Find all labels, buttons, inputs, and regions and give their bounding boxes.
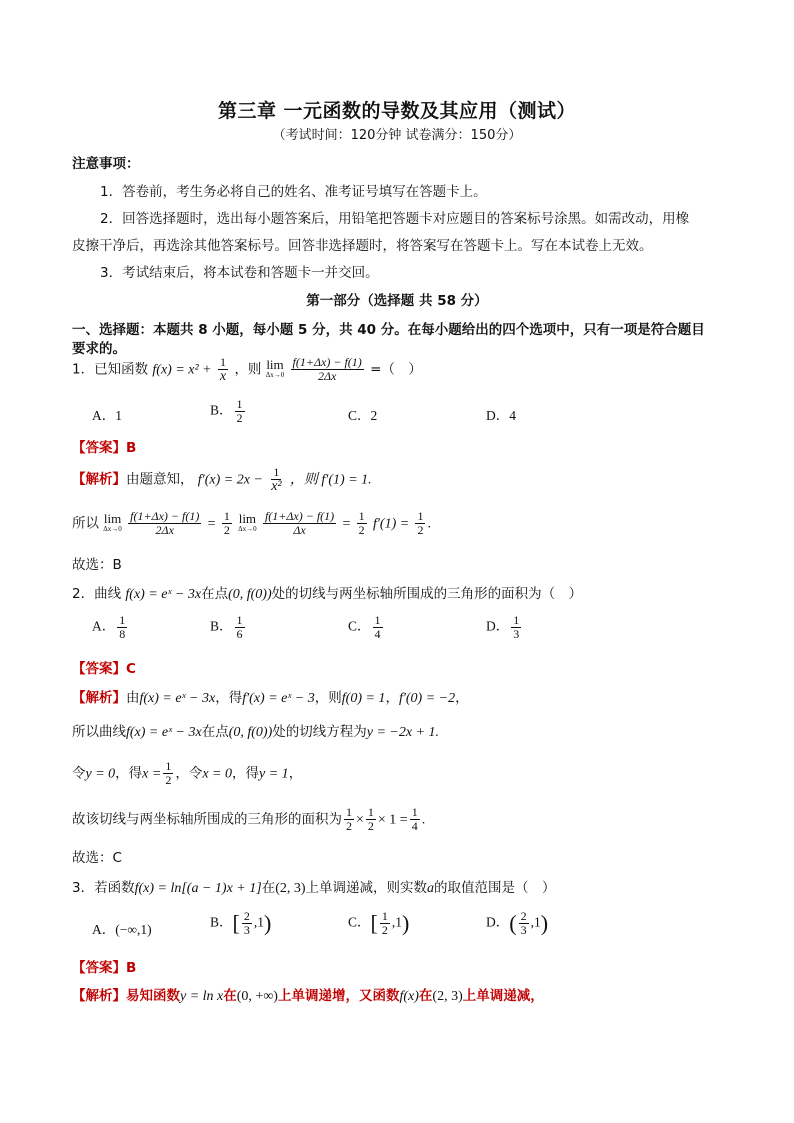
q1-analysis-1c: ，则 f′(1) = 1.	[289, 472, 372, 488]
q1-mid: ，则	[234, 361, 262, 378]
q2-a1-text3: ，则	[314, 690, 342, 706]
q3-suffix1: 上单调递减，则实数	[305, 880, 428, 896]
q1-lim: lim Δx→0	[265, 356, 285, 379]
q1-option-b	[210, 398, 247, 425]
q1-analysis-half-1: $\frac{1}{2}$	[223, 509, 230, 537]
q2-a3-frac: $\frac{1}{2}$	[165, 759, 172, 787]
q1-analysis-lim-2: lim Δx→0	[238, 510, 257, 533]
q3-option-c-tail: ,1	[391, 914, 402, 930]
q2-option-c-frac	[373, 614, 383, 641]
notice-heading: 注意事项：	[72, 156, 140, 172]
q1-option-b-label: B．	[210, 402, 233, 418]
q3-a1-m2: (0, +∞)	[236, 989, 278, 1004]
q3-a1-text5: 上单调递减，	[462, 988, 544, 1004]
q2-option-a-frac	[117, 614, 127, 641]
q1-analysis-lim-1: lim Δx→0	[103, 510, 122, 533]
notice-3: 3．考试结束后，将本试卷和答题卡一并交回。	[100, 265, 379, 281]
q1-analysis-eq-1: =	[207, 516, 216, 532]
q2-a2-func: f(x) = eˣ − 3x	[126, 725, 202, 740]
q1-analysis-lim-2-sub: Δx→0	[238, 524, 257, 533]
q3-option-b-num: 2	[243, 909, 250, 923]
q3-option-a: A．(−∞,1)	[92, 922, 152, 937]
notice-2b: 皮擦干净后，再选涂其他答案标号。回答非选择题时，将答案写在答题卡上。写在本试卷上无效。	[72, 238, 653, 254]
section1-line-a: 一、选择题：本题共 8 小题，每小题 5 分，共 40 分。在每小题给出的四个选项中，只有一项是符合题目	[72, 322, 705, 338]
q3-func: f(x) = ln[(a − 1)x + 1]	[134, 881, 262, 896]
q2-a1-m3: f(0) = 1	[341, 691, 386, 706]
q1-analysis-lim-den-1: 2Δx	[155, 523, 174, 537]
q2-option-d-num: 1	[513, 613, 520, 627]
q3-option-d-den: 3	[520, 923, 527, 937]
q1-analysis-half-3: $\frac{1}{2}$	[417, 509, 424, 537]
q2-analysis-1	[72, 686, 469, 707]
q2-a1-text2: ，得	[215, 690, 243, 706]
q3-a1-text1: 易知函数	[126, 988, 180, 1004]
q1-analysis-1a: 由题意知，	[126, 471, 194, 488]
q3-option-c-den: 2	[381, 923, 388, 937]
q1-frac	[218, 356, 228, 383]
q3-analysis-label: 【解析】	[72, 988, 126, 1004]
q1-analysis-lim-num-1: f(1+Δx) − f(1)	[130, 509, 200, 523]
q1-answer	[72, 436, 136, 456]
q2-option-a-den: 8	[119, 627, 126, 641]
q2-option-b-den: 6	[236, 627, 243, 641]
q3-a1-m4: (2, 3)	[432, 989, 463, 1004]
q1-analysis-2b: f′(1) =	[372, 516, 410, 532]
q2-choose-label: 故选：	[72, 850, 113, 866]
q2-choose	[72, 846, 122, 866]
q2-answer-label: 【答案】	[72, 661, 126, 677]
q2-option-c-den: 4	[374, 627, 381, 641]
q2-answer-value: C	[126, 661, 136, 677]
q1-option-a: A．1	[92, 408, 122, 423]
q1-analysis-half-2: $\frac{1}{2}$	[358, 509, 365, 537]
q1-analysis-1	[72, 466, 372, 493]
q1-analysis-lim-frac-1	[128, 510, 201, 537]
page-subtitle: （考试时间：120分钟 试卷满分：150分）	[272, 128, 522, 143]
q1-option-b-den: 2	[236, 411, 243, 425]
q1-lim-frac	[291, 356, 364, 383]
page-title: 第三章 一元函数的导数及其应用（测试）	[217, 100, 577, 122]
q3-option-d-num: 2	[520, 909, 527, 923]
q3-interval: (2, 3)	[275, 881, 306, 896]
q2-option-d: D． $\frac{1}{3}$	[486, 613, 520, 641]
q2-analysis-3	[72, 760, 302, 787]
q2-a2-text2: 在点	[201, 724, 229, 740]
q1-option-b-frac	[235, 398, 245, 425]
q2-option-d-den: 3	[513, 627, 520, 641]
q3-text: 在	[261, 880, 276, 896]
q2-a1-m4: f′(0) = −2	[398, 691, 456, 706]
q2-a2-m3: y = −2x + 1.	[366, 725, 440, 740]
q2-point: (0, f(0))	[228, 587, 272, 602]
q2-a3-m4: y = 1	[259, 766, 289, 782]
q2-a2-text1: 所以曲线	[72, 724, 126, 740]
q2-option-b: B． $\frac{1}{6}$	[210, 613, 243, 641]
q1-choose-label: 故选：	[72, 557, 113, 573]
q3-option-d-frac	[519, 910, 529, 937]
q3-prefix: 3．若函数	[72, 880, 135, 896]
q2-text: 在点	[201, 586, 229, 602]
q2-a3-m3: x = 0	[202, 766, 233, 782]
q2-analysis-2	[72, 720, 439, 741]
q3-a1-text3: 上单调递增，又函数	[277, 988, 400, 1004]
q2-analysis-4: 故该切线与两坐标轴所围成的三角形的面积为 $\frac{1}{2}$ × $\frac{1}{2}$ × 1 = $\frac{1}{4}$ .	[72, 805, 426, 833]
q3-answer-value: B	[126, 960, 137, 976]
q2-a2-point: (0, f(0))	[228, 725, 273, 740]
q1-answer-value: B	[126, 440, 137, 456]
q2-answer	[72, 657, 136, 677]
q1-option-b-num: 1	[236, 397, 243, 411]
q2-a4-frac-3: $\frac{1}{4}$	[411, 805, 418, 833]
q2-a3-text3: ，令	[175, 765, 203, 782]
q3-option-b-label: B．	[210, 914, 233, 930]
q2-a3-m2: x =	[142, 766, 162, 782]
q3-a1-text2: 在	[223, 988, 237, 1004]
q3-a1-text4: 在	[418, 988, 433, 1004]
q3-option-d-tail: ,1	[530, 914, 541, 930]
q1-answer-label: 【答案】	[72, 440, 126, 456]
q3-option-b-den: 3	[243, 923, 250, 937]
q2-a3-text2: ，得	[115, 765, 143, 782]
q2-option-a: A． $\frac{1}{8}$	[92, 613, 126, 641]
q2-a3-m1: y = 0	[85, 766, 116, 782]
q3-option-b-frac	[242, 910, 252, 937]
part1-heading: 第一部分（选择题 共 58 分）	[306, 293, 488, 309]
q2-analysis-label: 【解析】	[72, 690, 126, 706]
q3-alpha: a	[427, 881, 435, 896]
q3-suffix2: 的取值范围是（ ）	[434, 880, 556, 896]
q2-func: f(x) = eˣ − 3x	[125, 587, 202, 602]
notice-2a: 2．回答选择题时，选出每小题答案后，用铅笔把答题卡对应题目的答案标号涂黑。如需改动，用橡	[100, 211, 690, 227]
q2-suffix: 处的切线与两坐标轴所围成的三角形的面积为（ ）	[271, 586, 583, 602]
q1-analysis-lim-frac-2: $\frac{f(1+\Delta x) - f(1)}{\Delta x}$	[264, 509, 335, 537]
q2-a1-text4: ，	[385, 690, 399, 706]
q2-choose-value: C	[112, 850, 122, 866]
q3-answer	[72, 956, 136, 976]
q1-analysis-2: 所以 lim Δx→0 $\frac{f(1+\Delta x) - f(1)}{2\Delta x}$ = $\frac{1}{2}$ lim Δx→0 $\frac{f(1+\Delta x) - f(1)}{\Delta x}$ = $\frac{1}{2}$ f′(1) = $\frac{1}{2}$ .	[72, 509, 431, 537]
q1-option-c: C．2	[348, 408, 378, 423]
q2-a4-text1: 故该切线与两坐标轴所围成的三角形的面积为	[72, 811, 342, 828]
q2-a4-times2: × 1 =	[377, 812, 408, 828]
q3-a1-m1: y = ln x	[180, 989, 224, 1004]
q1-lim-num: f(1+Δx) − f(1)	[292, 355, 362, 369]
q1-analysis-lim-num-2: f(1+Δx) − f(1)	[264, 509, 335, 523]
q2-option-c: C． $\frac{1}{4}$	[348, 613, 381, 641]
q2-stem	[72, 582, 582, 603]
section1-line-b: 要求的。	[72, 341, 126, 357]
q3-option-d-label: D．	[486, 914, 510, 930]
notice-1: 1．答卷前，考生务必将自己的姓名、准考证号填写在答题卡上。	[100, 184, 487, 200]
q3-answer-label: 【答案】	[72, 960, 126, 976]
q1-analysis-lim-1-sub: Δx→0	[103, 524, 122, 533]
q3-option-c-num: 1	[381, 909, 388, 923]
q1-analysis-label: 【解析】	[72, 471, 126, 488]
q1-frac-num: 1	[220, 355, 227, 369]
q2-option-c-num: 1	[374, 613, 381, 627]
q2-a3-text1: 令	[72, 765, 86, 782]
q1-stem	[72, 356, 422, 383]
q1-analysis-1b: f′(x) = 2x −	[197, 472, 263, 488]
q3-option-c: C．[ $\frac{1}{2}$ ,1)	[348, 909, 410, 937]
q3-a1-m3: f(x)	[399, 989, 419, 1004]
q2-option-d-frac	[511, 614, 521, 641]
q3-analysis-1	[72, 984, 544, 1005]
q2-a3-text4: ，得	[232, 765, 260, 782]
q1-option-d: D．4	[486, 408, 516, 423]
q2-option-a-num: 1	[119, 613, 126, 627]
q1-prefix: 1．已知函数	[72, 361, 149, 378]
q1-choose	[72, 553, 122, 573]
q3-option-d: D．( $\frac{2}{3}$ ,1)	[486, 909, 549, 937]
q2-a1-text5: ，	[455, 690, 469, 706]
q1-choose-value: B	[112, 557, 122, 573]
q3-option-c-label: C．	[348, 914, 371, 930]
q2-a4-times: ×	[356, 812, 364, 828]
q1-analysis-frac: $\frac{1}{\text{x²}}$	[271, 465, 282, 494]
q2-a1-m1: f(x) = eˣ − 3x	[139, 691, 216, 706]
q1-analysis-2a: 所以	[72, 515, 99, 532]
q2-option-b-num: 1	[236, 613, 243, 627]
q1-lim-sub: Δx→0	[265, 370, 285, 379]
q2-a4-frac-2: $\frac{1}{2}$	[367, 805, 374, 833]
q2-a2-text3: 处的切线方程为	[272, 724, 367, 740]
q3-option-b-tail: ,1	[253, 914, 264, 930]
q1-frac-den: x	[219, 369, 227, 384]
q2-a1-m2: f′(x) = eˣ − 3	[242, 691, 315, 706]
q2-option-b-frac	[235, 614, 245, 641]
q2-prefix: 2．曲线	[72, 586, 122, 602]
q1-lim-den: 2Δx	[317, 369, 337, 383]
q1-suffix: =（ ）	[370, 361, 422, 378]
q1-analysis-eq-2: =	[342, 516, 351, 532]
q2-a4-frac-1: $\frac{1}{2}$	[346, 805, 352, 833]
q3-option-b: B．[ $\frac{2}{3}$ ,1)	[210, 909, 272, 937]
q3-option-c-frac	[380, 910, 390, 937]
q2-a1-text1: 由	[126, 690, 140, 706]
q2-a3-text5: ，	[288, 765, 303, 782]
q1-func: f(x) = x² +	[152, 362, 212, 378]
q3-stem	[72, 876, 556, 897]
